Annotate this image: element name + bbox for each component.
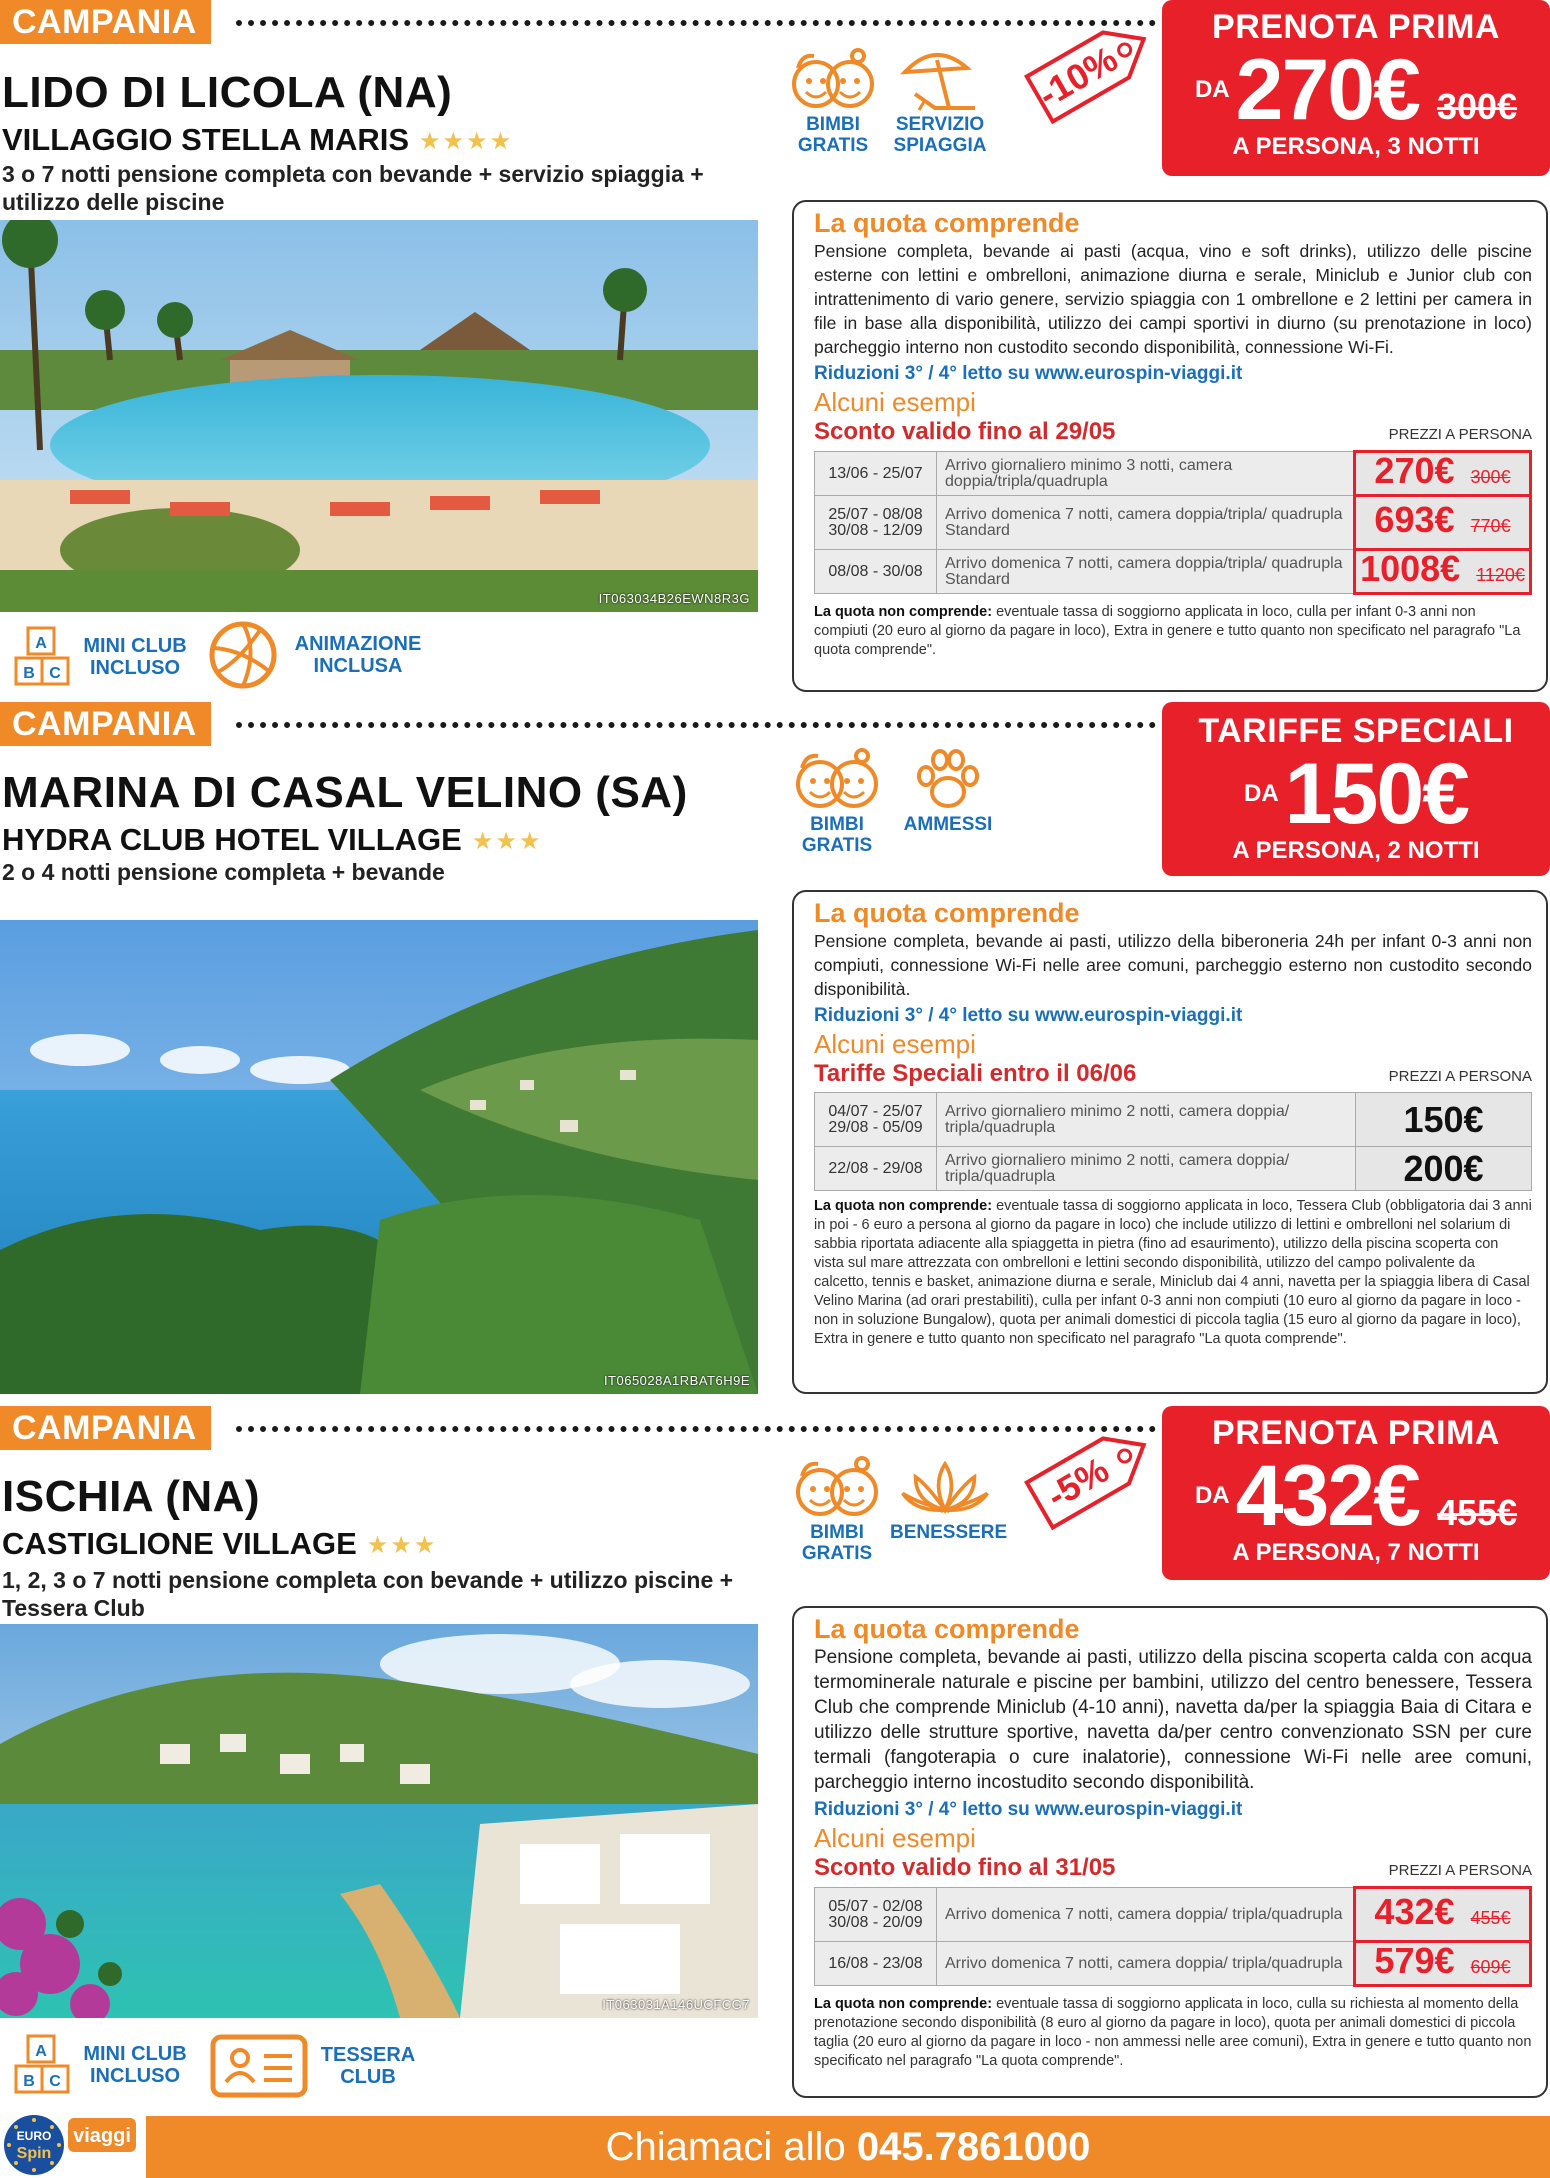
not-included [814,1995,1532,2071]
row-dates: 16/08 - 23/08 [815,1942,937,1986]
examples-table [814,1092,1532,1191]
price-heading: TARIFFE SPECIALI [1198,712,1514,750]
feature-tessera-club [210,2034,418,2098]
price-from: DA [1194,76,1230,103]
row-price [1355,547,1531,594]
price-value: 432€ [1235,1448,1419,1544]
price-new: 432€ [1374,1890,1455,1932]
photo-code: IT063031A146UCFCG7 [602,1997,750,2012]
offer-ischia [0,1406,1550,2106]
feature-label: AMMESSI [903,814,993,835]
price-heading: PRENOTA PRIMA [1212,8,1500,46]
table-row [815,1147,1532,1191]
row-text: Arrivo domenica 7 notti, camera doppia/ tripla/quadrupla [937,1888,1355,1942]
photo-code: IT065028A1RBAT6H9E [603,1373,750,1388]
dotted-divider [236,722,1156,728]
logo-text-top: EURO [16,2129,52,2143]
price-box [1162,1406,1550,1580]
row-text: Arrivo domenica 7 notti, camera doppia/tripla/ quadrupla Standard [937,550,1355,594]
price-box [1162,702,1550,876]
row-text: Arrivo giornaliero minimo 2 notti, camera doppia/ tripla/quadrupla [937,1093,1356,1147]
hotel-description: 3 o 7 notti pensione completa con bevande + servizio spiaggia + utilizzo delle piscine [2,161,704,215]
not-included-label: La quota non comprende: [814,604,993,620]
row-dates: 22/08 - 29/08 [815,1147,937,1191]
quota-title: La quota comprende [814,898,1080,928]
not-included-label: La quota non comprende: [814,1198,993,1214]
hotel-name [2,822,542,858]
eurospin-viaggi-logo[interactable] [2,2112,138,2178]
offer-lido-di-licola [0,0,1550,700]
not-included-text: eventuale tassa di soggiorno applicata in loco, culla per infant 0-3 anni non compiuti (20 euro al giorno da pagare in loco), Extra in genere e tutto quanto non specificato nel paragrafo "La quota comprende". [814,604,1521,658]
svg-text:C: C [49,665,61,682]
star-rating: ★★★ [471,828,543,856]
feature-animazione [208,620,428,690]
hotel-name-text: VILLAGGIO STELLA MARIS [2,122,410,157]
price-new: 150€ [1403,1098,1484,1140]
feature-label: MINI CLUB INCLUSO [83,635,187,679]
row-dates: 13/06 - 25/07 [815,452,937,496]
kids-icon [787,44,879,114]
reduction-link[interactable]: Riduzioni 3° / 4° letto su www.eurospin-viaggi.it [814,1799,1243,1820]
price-row [1162,42,1550,138]
examples-heading: Alcuni esempi [814,1029,976,1059]
logo-text-bottom: Spin [16,2145,52,2162]
per-person-label: PREZZI A PERSONA [1388,1862,1532,1879]
validity-row [814,418,1532,446]
feature-label: ANIMAZIONE INCLUSA [294,633,422,677]
price-old: 300€ [1436,86,1518,127]
svg-text:A: A [35,635,47,652]
hotel-city: MARINA DI CASAL VELINO (SA) [2,768,688,817]
price-new: 579€ [1374,1939,1455,1981]
not-included-label: La quota non comprende: [814,1996,993,2012]
row-text: Arrivo domenica 7 notti, camera doppia/ tripla/quadrupla [937,1942,1355,1986]
kids-icon [791,1452,883,1522]
price-from: DA [1194,1482,1230,1509]
abc-blocks-icon [14,626,70,688]
row-text: Arrivo giornaliero minimo 2 notti, camera doppia/ tripla/quadrupla [937,1147,1356,1191]
examples-heading: Alcuni esempi [814,387,976,417]
feature-bimbi-gratis [790,1452,884,1564]
hotel-name [2,1526,437,1562]
validity-text: Tariffe Speciali entro il 06/06 [814,1060,1137,1087]
star-rating: ★★★★ [419,128,514,156]
row-dates: 25/07 - 08/08 30/08 - 12/09 [815,496,937,550]
offer-casal-velino [0,702,1550,1402]
kids-icon [791,744,883,814]
quota-box [792,890,1548,1394]
quota-body: Pensione completa, bevande ai pasti (acqua, vino e soft drinks), utilizzo delle piscine esterne con lettini e ombrelloni, animazione diurna e serale, Miniclub e Junior club con intrattenimento di vario genere, servizio spiaggia con 1 ombrellone e 2 lettini per camera in file in base alla disponibilità, utilizzo dei campi sportivi in diurno (su prenotazione in loco) parcheggio interno non custodito secondo disponibilità, connessione Wi-Fi. [814,241,1532,357]
price-new: 270€ [1374,449,1455,491]
price-old: 455€ [1436,1492,1518,1533]
feature-benessere [890,1452,1008,1543]
feature-mini-club [14,2034,190,2096]
row-text: Arrivo domenica 7 notti, camera doppia/tripla/ quadrupla Standard [937,496,1355,550]
price-new: 1008€ [1360,547,1461,589]
not-included-text: eventuale tassa di soggiorno applicata in loco, culla su richiesta al momento della prenotazione secondo disponibilità (8 euro al giorno da pagare in loco), quota per animali domestici di piccola taglia (20 euro al giorno da pagare in loco - non ammessi nelle aree comuni), Extra in genere e tutto quanto non specificato nel paragrafo "La quota comprende". [814,1996,1532,2069]
validity-row [814,1060,1532,1088]
examples-table [814,1886,1532,1987]
feature-label: BENESSERE [890,1522,1008,1543]
validity-text: Sconto valido fino al 31/05 [814,1854,1116,1881]
row-dates: 08/08 - 30/08 [815,550,937,594]
hotel-city: ISCHIA (NA) [2,1472,261,1521]
row-text: Arrivo giornaliero minimo 3 notti, camera doppia/tripla/quadrupla [937,452,1355,496]
price-row [1162,746,1550,842]
row-price [1355,496,1531,550]
price-heading: PRENOTA PRIMA [1212,1414,1500,1452]
feature-label: SERVIZIO SPIAGGIA [893,114,987,156]
price-old: 455€ [1470,1907,1511,1928]
quota-title: La quota comprende [814,208,1080,238]
validity-text: Sconto valido fino al 29/05 [814,418,1116,445]
hotel-description: 2 o 4 notti pensione completa + bevande [2,859,445,885]
hotel-city: LIDO DI LICOLA (NA) [2,68,453,117]
price-old: 770€ [1470,515,1511,536]
region-tag: CAMPANIA [0,702,211,746]
discount-value: -5% [1039,1448,1116,1517]
discount-tag [1010,1406,1170,1544]
photo-code: IT063034B26EWN8R3G [598,591,750,606]
price-footnote: A PERSONA, 7 NOTTI [1232,1539,1480,1566]
table-row [815,1942,1531,1986]
price-value: 270€ [1235,42,1419,138]
validity-row [814,1854,1532,1882]
quota-box [792,200,1548,692]
region-tag: CAMPANIA [0,1406,211,1450]
hotel-photo [0,920,758,1394]
row-price [1355,1939,1531,1986]
feature-label: BIMBI GRATIS [801,1522,873,1564]
logo-text-viaggi: viaggi [73,2125,131,2147]
price-row [1162,1448,1550,1544]
membership-card-icon [210,2034,308,2098]
svg-text:B: B [23,2073,35,2090]
price-footnote: A PERSONA, 3 NOTTI [1232,133,1480,160]
volleyball-icon [208,620,278,690]
table-row [815,550,1531,594]
quota-body: Pensione completa, bevande ai pasti, utilizzo della biberoneria 24h per infant 0-3 anni non compiuti, connessione Wi-Fi nelle aree comuni, parcheggio esterno non custodito secondo disponibilità. [814,931,1532,999]
reduction-link[interactable]: Riduzioni 3° / 4° letto su www.eurospin-viaggi.it [814,1005,1243,1026]
feature-animali-ammessi [898,744,998,835]
hotel-photo [0,220,758,612]
paw-icon [902,744,994,814]
svg-text:A: A [35,2043,47,2060]
not-included-text: eventuale tassa di soggiorno applicata in loco, Tessera Club (obbligatoria dai 3 anni in poi - 6 euro a persona al giorno da pagare in loco) che include utilizzo di lettini e ombrelloni nel solarium di sabbia riportata adiacente alla spiaggetta in pietra (fino ad esaurimento), utilizzo della piscina scoperta con vista sul mare attrezzata con ombrelloni e lettini secondo disponibilità, utilizzo del campo polivalente da calcetto, tennis e basket, animazione diurna e serale, Miniclub dai 4 anni, navetta per la spiaggia libera di Casal Velino Marina (ad orari prestabiliti), culla per infant 0-3 anni non compiuti (10 euro al giorno da pagare in loco - non in soluzione Bungalow), quota per animali domestici di piccola taglia (15 euro al giorno da pagare in loco), Extra in genere e tutto quanto non specificato nel paragrafo "La quota comprende". [814,1198,1532,1347]
feature-label: BIMBI GRATIS [797,114,869,156]
table-row [815,496,1531,550]
quota-box [792,1606,1548,2098]
price-old: 1120€ [1476,564,1525,585]
hotel-name-text: HYDRA CLUB HOTEL VILLAGE [2,822,462,857]
lotus-icon [899,1452,991,1522]
hotel-description: 1, 2, 3 o 7 notti pensione completa con bevande + utilizzo piscine + Tessera Club [2,1567,734,1621]
feature-label: MINI CLUB INCLUSO [83,2043,187,2087]
abc-blocks-icon [14,2034,70,2096]
row-price [1355,1888,1531,1942]
hotel-name-text: CASTIGLIONE VILLAGE [2,1526,357,1561]
table-row [815,452,1531,496]
per-person-label: PREZZI A PERSONA [1388,1068,1532,1085]
price-old: 609€ [1470,1956,1511,1977]
call-text: Chiamaci allo [605,2125,846,2169]
not-included [814,603,1532,660]
star-rating: ★★★ [366,1532,438,1560]
region-tag: CAMPANIA [0,0,211,44]
row-dates: 05/07 - 02/08 30/08 - 20/09 [815,1888,937,1942]
row-price [1355,449,1531,496]
price-old: 300€ [1470,466,1511,487]
quota-title: La quota comprende [814,1614,1080,1644]
feature-bimbi-gratis [790,744,884,856]
beach-umbrella-icon [894,44,986,114]
price-new: 693€ [1374,498,1455,540]
feature-mini-club [14,626,190,688]
reduction-link[interactable]: Riduzioni 3° / 4° letto su www.eurospin-viaggi.it [814,363,1243,384]
feature-servizio-spiaggia [890,44,990,156]
table-row [815,1093,1532,1147]
phone-number[interactable]: 045.7861000 [856,2125,1091,2169]
price-from: DA [1244,780,1279,807]
per-person-label: PREZZI A PERSONA [1388,426,1532,443]
hotel-photo [0,1624,758,2018]
row-price [1356,1147,1532,1191]
feature-label: BIMBI GRATIS [801,814,873,856]
footer [0,2112,1550,2178]
svg-text:B: B [23,665,35,682]
quota-body: Pensione completa, bevande ai pasti, utilizzo della piscina scoperta calda con acqua termominerale naturale e piscine per bambini, utilizzo del centro benessere, Tessera Club che comprende Miniclub (4-10 anni), navetta da/per la spiaggia Baia di Citara e utilizzo delle strutture sportive, navetta da/per centro convenzionato SSN per cure termali (fangoterapia o cure inalatorie), connessione Wi-Fi nelle aree comuni, parcheggio interno incostudito secondo disponibilità. [814,1647,1532,1793]
row-price [1356,1093,1532,1147]
discount-value: -10% [1030,37,1125,116]
price-box [1162,0,1550,176]
examples-heading: Alcuni esempi [814,1823,976,1853]
price-footnote: A PERSONA, 2 NOTTI [1232,837,1480,864]
feature-label: TESSERA CLUB [320,2044,416,2088]
hotel-name [2,122,513,158]
examples-table [814,450,1532,595]
price-value: 150€ [1284,746,1468,842]
not-included [814,1197,1532,1349]
svg-text:C: C [49,2073,61,2090]
discount-tag [1010,0,1170,138]
call-banner[interactable] [146,2116,1550,2178]
price-new: 200€ [1403,1147,1484,1189]
table-row [815,1888,1531,1942]
feature-bimbi-gratis [786,44,880,156]
row-dates: 04/07 - 25/07 29/08 - 05/09 [815,1093,937,1147]
